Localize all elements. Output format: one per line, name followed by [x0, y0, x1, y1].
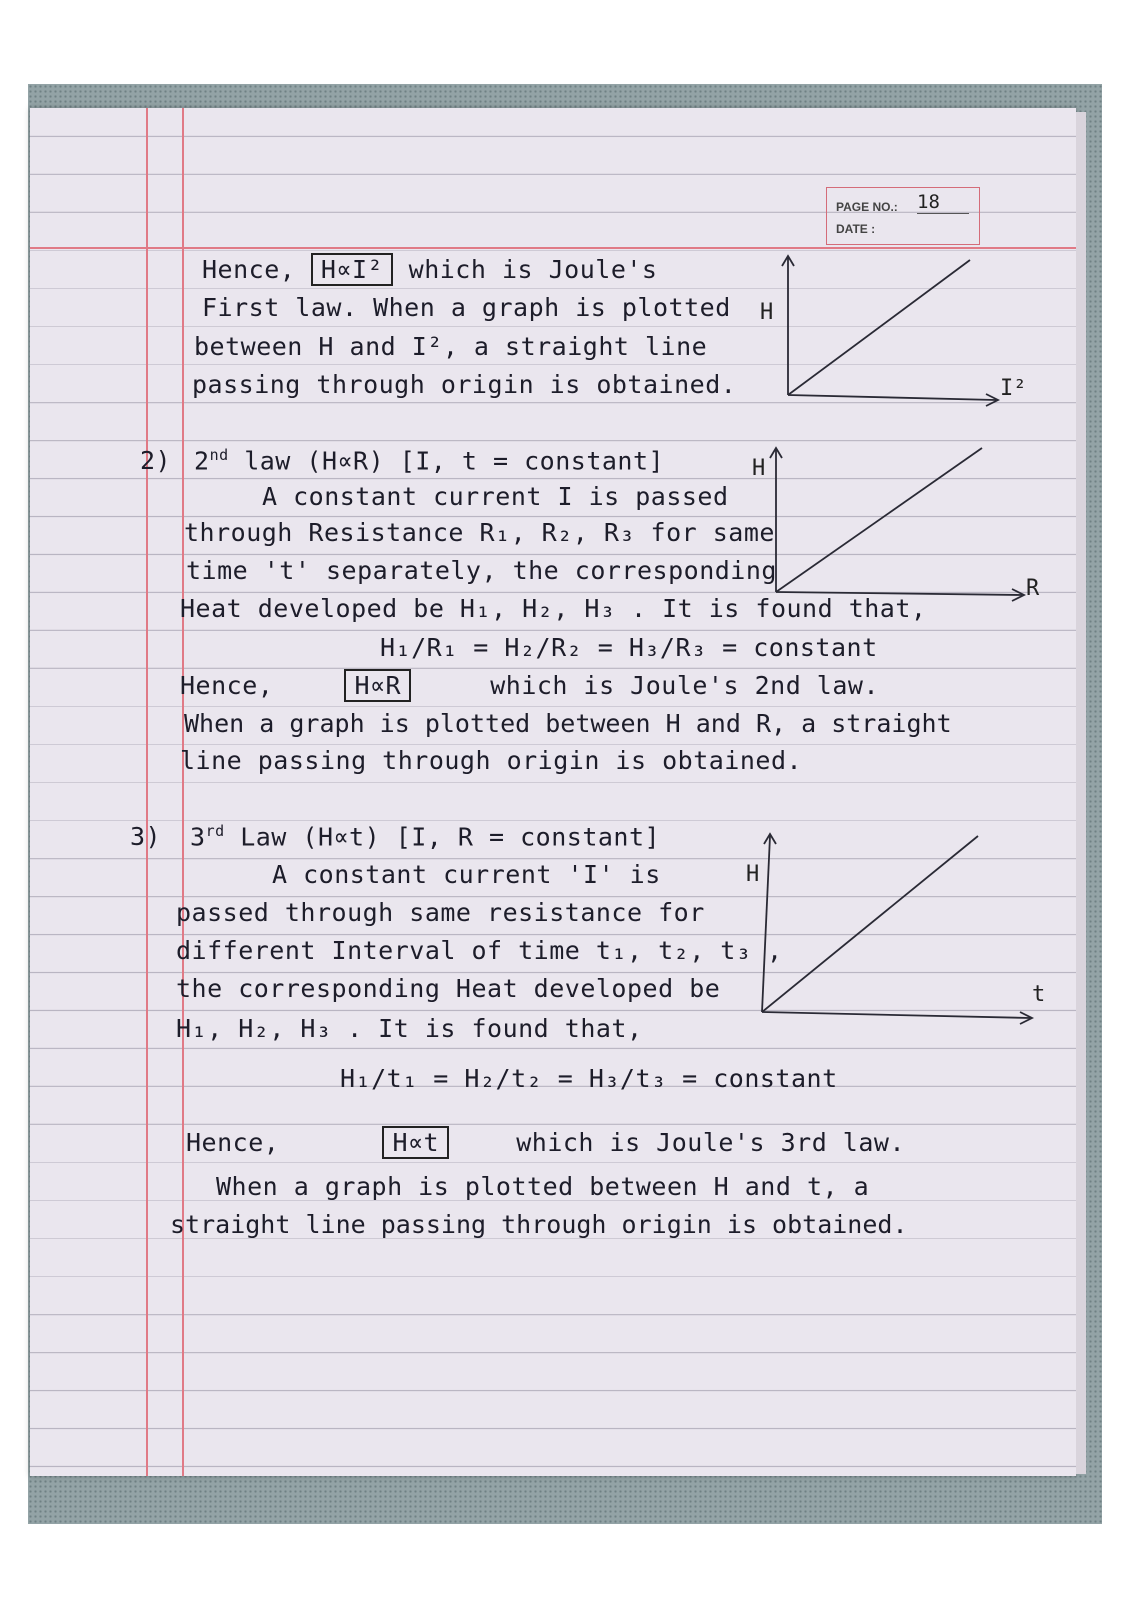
law1-line4: passing through origin is obtained. [192, 370, 737, 399]
law2-boxed-relation: H∝R [344, 669, 411, 702]
law1-line3: between H and I², a straight line [194, 332, 708, 361]
law1-boxed-relation: H∝I² [311, 253, 393, 286]
x-axis-label: I² [1000, 376, 1027, 401]
law2-title [194, 446, 664, 475]
law3-line1: A constant current 'I' is [272, 860, 661, 889]
law2-hence [180, 671, 879, 700]
law3-ordinal: 3 [190, 822, 206, 852]
graph-h-vs-t [740, 822, 1050, 1032]
law2-line3: time 't' separately, the corresponding [186, 556, 777, 585]
x-axis [776, 592, 1022, 595]
law2-line2: through Resistance R₁, R₂, R₃ for same [184, 518, 775, 547]
law2-number: 2) [140, 446, 172, 475]
law2-ordinal-suffix: nd [209, 446, 229, 464]
law2-formula: H₁/R₁ = H₂/R₂ = H₃/R₃ = constant [380, 633, 878, 662]
law2-line1: A constant current I is passed [262, 482, 729, 511]
law3-line4: the corresponding Heat developed be [176, 974, 721, 1003]
law3-line3: different Interval of time t₁, t₂, t₃ , [176, 936, 783, 965]
law3-statement: which is Joule's 3rd law. [516, 1128, 906, 1157]
y-axis [762, 836, 770, 1012]
hence-text: Hence, [180, 671, 274, 700]
law2-line5: When a graph is plotted between H and R, a straight [184, 709, 952, 738]
law3-heading: Law (H∝t) [I, R = constant] [240, 822, 661, 852]
law3-line5: H₁, H₂, H₃ . It is found that, [176, 1014, 643, 1043]
law1-line1 [202, 255, 657, 284]
law3-ordinal-suffix: rd [205, 822, 225, 840]
x-axis-label: t [1032, 982, 1046, 1007]
margin-line-outer [146, 108, 148, 1476]
graph-h-vs-i2 [760, 252, 1040, 412]
law3-line6: When a graph is plotted between H and t, a [216, 1172, 870, 1201]
law2-statement: which is Joule's 2nd law. [490, 671, 880, 700]
x-axis-label: R [1026, 576, 1040, 601]
page-number-box [826, 187, 980, 245]
law3-hence [186, 1128, 905, 1157]
straight-line-plot [776, 448, 982, 592]
hence-text: Hence, [202, 255, 296, 284]
y-axis-label: H [746, 862, 760, 887]
law2-line4: Heat developed be H₁, H₂, H₃ . It is found that, [180, 594, 927, 623]
page-no-label: PAGE NO.: [836, 200, 898, 214]
law3-line7: straight line passing through origin is obtained. [170, 1210, 908, 1239]
y-axis-label: H [760, 300, 774, 325]
law3-title [190, 822, 660, 851]
date-label: DATE : [836, 222, 876, 236]
margin-line-inner [182, 108, 184, 1476]
header-line [30, 247, 1076, 249]
law1-statement: which is Joule's [408, 255, 658, 284]
x-axis [788, 395, 996, 400]
law3-number: 3) [130, 822, 162, 851]
straight-line-plot [762, 836, 978, 1012]
straight-line-plot [788, 260, 970, 395]
law2-ordinal: 2 [194, 446, 210, 476]
page-no-value: 18 [917, 191, 969, 214]
page-edge [1076, 112, 1086, 1474]
y-axis-label: H [752, 456, 766, 481]
law2-line6: line passing through origin is obtained. [180, 746, 803, 775]
x-axis [762, 1012, 1030, 1018]
law3-line2: passed through same resistance for [176, 898, 705, 927]
law3-formula: H₁/t₁ = H₂/t₂ = H₃/t₃ = constant [340, 1064, 838, 1093]
law3-boxed-relation: H∝t [382, 1126, 449, 1159]
hence-text: Hence, [186, 1128, 280, 1157]
law2-heading: law (H∝R) [I, t = constant] [244, 446, 665, 476]
graph-h-vs-r [750, 440, 1050, 610]
law1-line2: First law. When a graph is plotted [202, 293, 731, 322]
